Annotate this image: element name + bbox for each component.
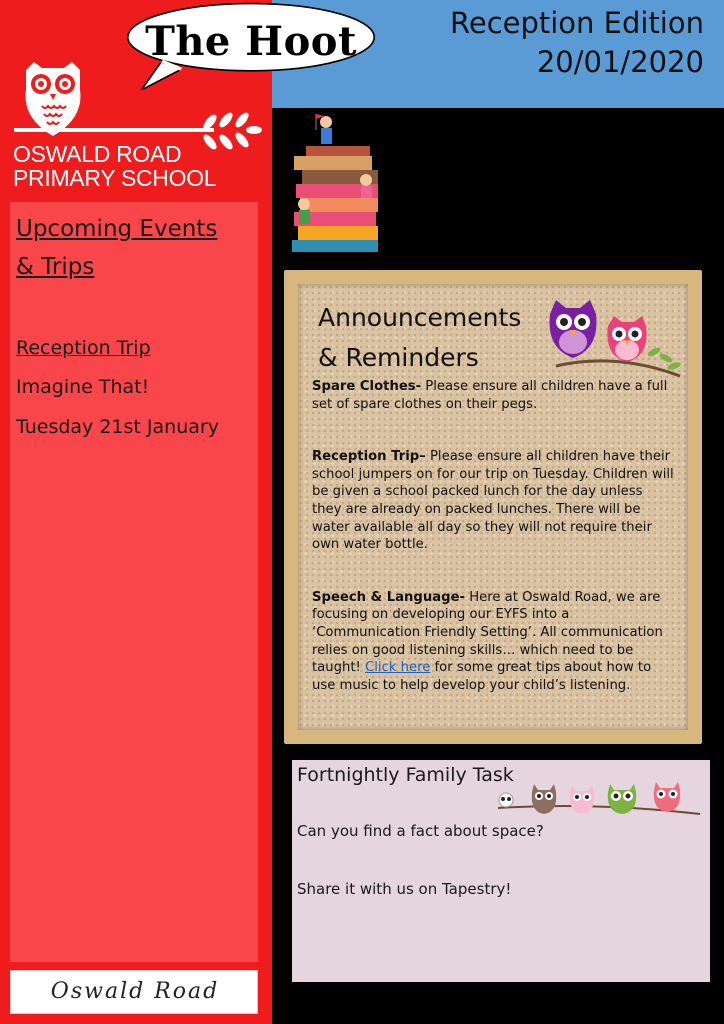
owl-row-icon (496, 778, 702, 818)
event-trip-venue: Imagine That! (16, 376, 150, 398)
family-task-panel (292, 760, 710, 982)
newsletter-title: The Hoot (145, 18, 357, 65)
announcement-label: Reception Trip– (312, 449, 426, 465)
announcements-title-line2: & Reminders (318, 343, 479, 372)
footer-box (10, 970, 258, 1014)
owl-logo-icon (18, 60, 88, 138)
edition-info (450, 4, 704, 82)
family-task-title: Fortnightly Family Task (297, 764, 514, 786)
school-name (13, 142, 216, 190)
events-heading-line2: & Trips (16, 254, 95, 280)
events-panel (10, 202, 258, 962)
school-name-line2: PRIMARY SCHOOL (13, 165, 217, 191)
announcement-text: Here at Oswald Road, we are focusing on developing our EYFS into a ‘Communication Friendly Setting’. All communication relies on good listening skills… which need to be taught! (312, 589, 663, 676)
family-task-question: Can you find a fact about space? (297, 822, 544, 840)
edition-date: 20/01/2020 (536, 45, 704, 79)
announcement-text: Please ensure all children have their school jumpers on for our trip on Tuesday. Children will be given a school packed lunch for the day unless they are already on packed lunches. There will be water available all day so they will not require their own water bottle. (312, 449, 674, 553)
events-heading-line1: Upcoming Events (16, 216, 218, 242)
announcement-label: Spare Clothes- (312, 379, 422, 394)
announcement-text: Please ensure all children have a full set of spare clothes on their pegs. (312, 379, 668, 412)
edition-label: Reception Edition (450, 6, 704, 40)
click-here-link[interactable]: Click here (365, 660, 431, 676)
events-heading (16, 210, 256, 286)
event-trip-date: Tuesday 21st January (16, 416, 219, 438)
announcement-speech-language (312, 589, 676, 695)
announcements-board (284, 270, 702, 744)
books-clipart-icon (288, 112, 388, 258)
announcement-reception-trip (312, 448, 676, 554)
family-task-share: Share it with us on Tapestry! (297, 880, 512, 898)
owls-on-branch-icon (546, 296, 682, 380)
logo-branch-line (14, 128, 214, 132)
announcement-text: for some great tips about how to use music to help develop your child’s listening. (312, 660, 652, 693)
event-trip-name: Reception Trip (16, 337, 151, 359)
announcements-title (318, 298, 521, 378)
announcement-spare-clothes (312, 378, 676, 413)
announcement-label: Speech & Language- (312, 589, 465, 605)
announcements-body (312, 378, 676, 729)
school-name-line1: OSWALD ROAD (13, 141, 182, 167)
announcements-title-line1: Announcements (318, 303, 522, 332)
footer-text: Oswald Road (50, 979, 220, 1004)
